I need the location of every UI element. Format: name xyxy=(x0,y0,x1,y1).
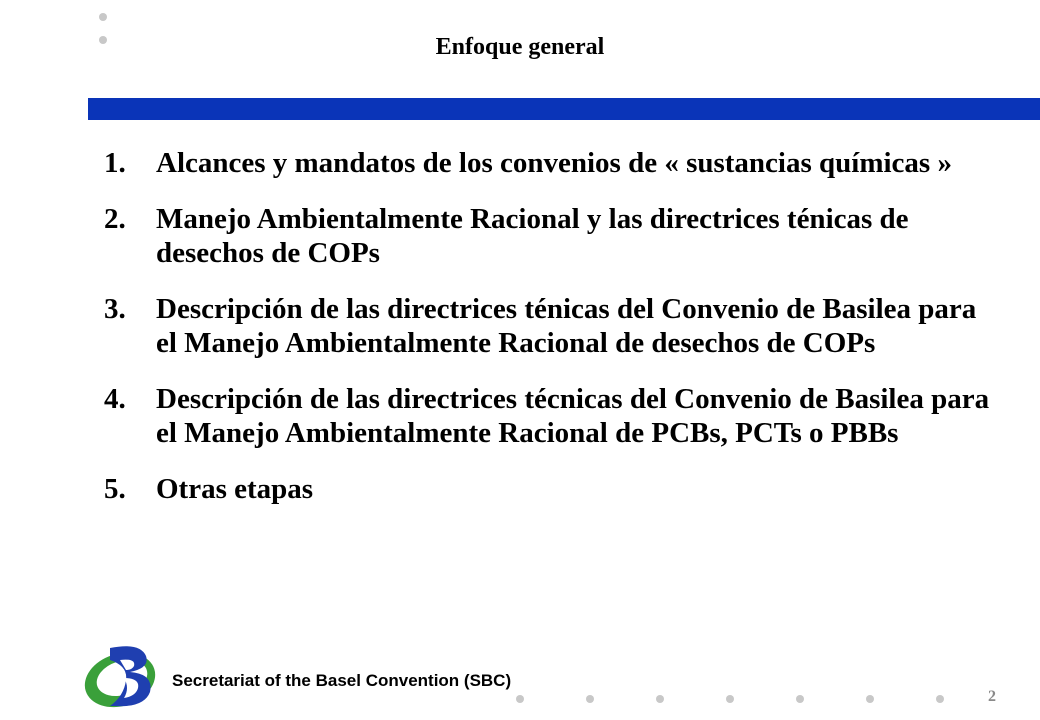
agenda-item-text: Manejo Ambientalmente Racional y las directrices ténicas de desechos de COPs xyxy=(156,203,909,269)
decor-dot xyxy=(796,695,804,703)
agenda-item xyxy=(104,382,1004,450)
decor-dot xyxy=(726,695,734,703)
slide-title: Enfoque general xyxy=(435,34,605,60)
agenda-item-number: 1. xyxy=(104,147,126,179)
agenda-item-text: Otras etapas xyxy=(156,473,314,505)
agenda-item xyxy=(104,146,1004,180)
title-accent-bar xyxy=(88,98,1040,120)
agenda-item-text: Descripción de las directrices técnicas del Convenio de Basilea para el Manejo Ambientalmente Racional de PCBs, PCTs o PBBs xyxy=(156,383,990,449)
agenda-item-number: 2. xyxy=(104,203,126,235)
basel-convention-logo-icon xyxy=(80,640,164,712)
decor-dot xyxy=(866,695,874,703)
page-number: 2 xyxy=(988,688,996,705)
decor-dot xyxy=(936,695,944,703)
agenda-item xyxy=(104,472,1004,506)
decor-dot xyxy=(656,695,664,703)
footer-organization: Secretariat of the Basel Convention (SBC) xyxy=(172,671,512,690)
agenda-item-text: Alcances y mandatos de los convenios de « sustancias químicas » xyxy=(156,147,952,179)
agenda-item xyxy=(104,292,1004,360)
decor-dot xyxy=(99,13,107,21)
agenda-item-number: 4. xyxy=(104,383,126,415)
agenda-item-number: 5. xyxy=(104,473,126,505)
agenda-item-text: Descripción de las directrices ténicas del Convenio de Basilea para el Manejo Ambientalmente Racional de desechos de COPs xyxy=(156,293,977,359)
agenda-item xyxy=(104,202,1004,270)
decor-dot xyxy=(99,36,107,44)
decor-dot xyxy=(516,695,524,703)
agenda-item-number: 3. xyxy=(104,293,126,325)
agenda-list xyxy=(104,146,1004,528)
decor-dot xyxy=(586,695,594,703)
